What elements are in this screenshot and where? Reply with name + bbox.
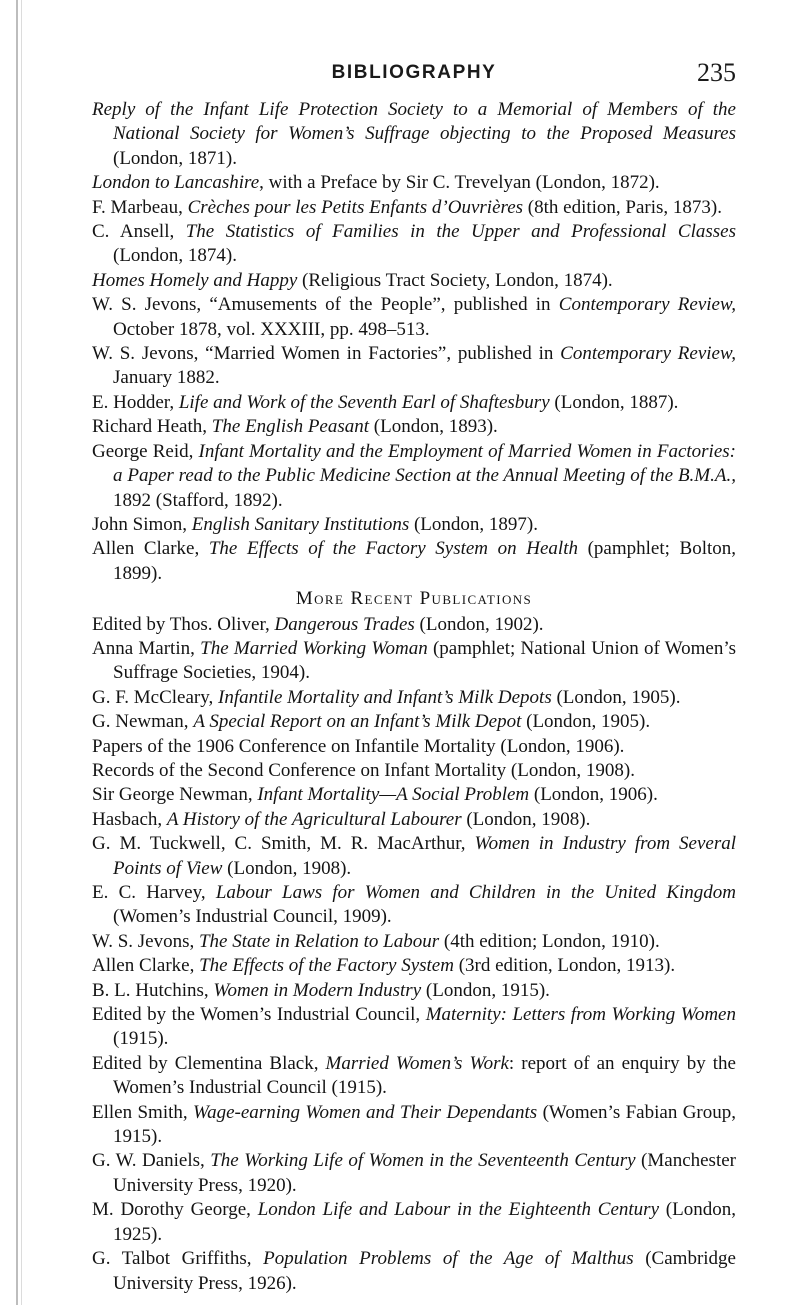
bibliography-entry xyxy=(92,196,736,220)
entry-title: English Sanitary Institutions xyxy=(191,513,410,535)
entry-details: (8th edition, Paris, 1873). xyxy=(523,196,722,218)
page-header xyxy=(92,58,736,96)
entry-title: The Working Life of Women in the Seventeenth Century xyxy=(210,1150,636,1172)
entry-author: Hasbach, xyxy=(92,808,167,830)
entry-details: October 1878, vol. XXXIII, pp. 498–513. xyxy=(113,318,430,340)
entry-title: Population Problems of the Age of Malthus xyxy=(263,1248,634,1270)
entry-title: The State in Relation to Labour xyxy=(198,930,440,952)
entry-title: Contemporary Review, xyxy=(558,294,736,316)
bibliography-body xyxy=(92,98,736,1296)
entry-author: B. L. Hutchins, xyxy=(92,979,214,1001)
bibliography-entry xyxy=(92,342,736,391)
entry-details: (London, 1905). xyxy=(521,711,651,733)
entry-details: (London, 1871). xyxy=(113,147,238,169)
entry-details: January 1882. xyxy=(113,367,220,389)
bibliography-entry xyxy=(92,269,736,293)
entry-author: E. Hodder, xyxy=(92,391,179,413)
entry-details: (London, 1905). xyxy=(551,686,681,708)
entry-author: Records of the Second Conference on Infant Mortality (London, 1908). xyxy=(92,759,635,781)
entry-details: (London, 1906). xyxy=(529,784,658,806)
entry-details: 1892 (Stafford, 1892). xyxy=(113,489,283,511)
entry-details: (Cambridge University Press, 1926). xyxy=(113,1248,736,1294)
entry-details: (pamphlet; Bolton, 1899). xyxy=(113,538,737,584)
page-left-margin xyxy=(0,0,26,1305)
bibliography-entry xyxy=(92,171,736,195)
entry-title: Contemporary Review, xyxy=(560,343,737,365)
entry-title: Infant Mortality—A Social Problem xyxy=(257,784,530,806)
entry-title: Maternity: Letters from Working Women xyxy=(425,1004,736,1026)
entry-details: (London, 1902). xyxy=(414,613,544,635)
entry-title: Married Women’s Work xyxy=(325,1052,509,1074)
bibliography-entry xyxy=(92,832,736,881)
entry-details: (London, 1925). xyxy=(113,1199,736,1245)
entry-title: Women in Industry from Several Points of View xyxy=(113,833,736,879)
entry-author: M. Dorothy George, xyxy=(92,1199,258,1221)
bibliography-entry xyxy=(92,1052,736,1101)
page-number: 235 xyxy=(697,58,736,87)
bibliography-entry xyxy=(92,930,736,954)
entry-author: Allen Clarke, xyxy=(92,955,200,977)
entry-author: Ellen Smith, xyxy=(92,1101,194,1123)
entry-title: The Effects of the Factory System xyxy=(199,955,454,977)
entry-author: F. Marbeau, xyxy=(92,196,188,218)
entry-details: , with a Preface by Sir C. Trevelyan (London, 1872). xyxy=(259,172,660,194)
entry-author: Edited by Clementina Black, xyxy=(92,1052,326,1074)
entry-author: G. Talbot Griffiths, xyxy=(92,1248,264,1270)
entry-author: John Simon, xyxy=(92,513,192,535)
bibliography-entry xyxy=(92,637,736,686)
entry-details: (pamphlet; National Union of Women’s Suffrage Societies, 1904). xyxy=(113,637,736,684)
entry-author: G. Newman, xyxy=(92,711,194,733)
entry-title: London Life and Labour in the Eighteenth Century xyxy=(257,1199,659,1221)
entry-author: Edited by Thos. Oliver, xyxy=(92,613,275,635)
entry-author: Richard Heath, xyxy=(92,416,212,438)
bibliography-entry xyxy=(92,881,736,930)
entry-title: The Statistics of Families in the Upper and Professional Classes xyxy=(185,221,736,243)
entry-details: (London, 1908). xyxy=(461,808,591,830)
bibliography-entry xyxy=(92,415,736,439)
bibliography-entry xyxy=(92,293,736,342)
entry-author: Papers of the 1906 Conference on Infantile Mortality (London, 1906). xyxy=(92,735,625,757)
entry-details: (London, 1874). xyxy=(113,245,238,267)
entry-details: (Religious Tract Society, London, 1874). xyxy=(297,269,613,291)
bibliography-entry xyxy=(92,686,736,710)
entry-details: (Women’s Fabian Group, 1915). xyxy=(113,1101,736,1148)
bibliography-entry xyxy=(92,98,736,171)
entry-details: (3rd edition, London, 1913). xyxy=(453,955,676,977)
bibliography-entry xyxy=(92,979,736,1003)
bibliography-entry xyxy=(92,783,736,807)
entry-author: E. C. Harvey, xyxy=(92,882,216,903)
bibliography-entry xyxy=(92,613,736,637)
entry-title: Infant Mortality and the Employment of Married Women in Factories: a Paper read to the Public Medicine Section at the Annual Meeting of the B.M.A., xyxy=(113,440,736,487)
bibliography-entry xyxy=(92,391,736,415)
entry-details: (4th edition; London, 1910). xyxy=(439,930,660,952)
bibliography-entry xyxy=(92,537,736,586)
entry-details: (London, 1897). xyxy=(409,513,538,535)
binding-edge xyxy=(16,0,18,1305)
entry-title: Wage-earning Women and Their Dependants xyxy=(193,1101,538,1123)
entry-author: Anna Martin, xyxy=(92,637,201,659)
bibliography-entry xyxy=(92,1198,736,1247)
bibliography-entry xyxy=(92,1149,736,1198)
entry-title: A History of the Agricultural Labourer xyxy=(166,808,462,830)
entry-author: W. S. Jevons, “Married Women in Factories”, published in xyxy=(92,343,561,365)
entry-author: G. M. Tuckwell, C. Smith, M. R. MacArthur, xyxy=(92,833,475,855)
entry-title: The Effects of the Factory System on Health xyxy=(208,538,578,560)
entry-details: (1915). xyxy=(113,1028,169,1050)
entry-title: A Special Report on an Infant’s Milk Depot xyxy=(193,711,522,733)
entry-details: (Women’s Industrial Council, 1909). xyxy=(113,906,392,928)
bibliography-entry xyxy=(92,1247,736,1296)
binding-edge-shadow xyxy=(21,0,22,1305)
entry-details: (London, 1915). xyxy=(421,979,550,1001)
bibliography-entry xyxy=(92,220,736,269)
running-title: BIBLIOGRAPHY xyxy=(331,62,497,83)
entry-title: The Married Working Woman xyxy=(200,637,428,659)
bibliography-list-older xyxy=(92,98,736,586)
bibliography-entry xyxy=(92,440,736,513)
bibliography-entry xyxy=(92,710,736,734)
entry-author: C. Ansell, xyxy=(92,221,186,243)
entry-title: Women in Modern Industry xyxy=(213,979,422,1001)
entry-author: Sir George Newman, xyxy=(92,784,258,806)
entry-author: Edited by the Women’s Industrial Council, xyxy=(92,1004,426,1026)
entry-title: The English Peasant xyxy=(211,416,370,438)
entry-author: Allen Clarke, xyxy=(92,538,209,560)
bibliography-entry xyxy=(92,513,736,537)
bibliography-entry xyxy=(92,759,736,783)
entry-author: W. S. Jevons, xyxy=(92,930,199,952)
bibliography-entry xyxy=(92,735,736,759)
entry-author: W. S. Jevons, “Amusements of the People”, published in xyxy=(92,294,559,316)
entry-details: : report of an enquiry by the Women’s Industrial Council (1915). xyxy=(113,1052,736,1099)
section-heading: More Recent Publications xyxy=(295,588,533,610)
entry-details: (London, 1893). xyxy=(369,416,498,438)
entry-title: London to Lancashire xyxy=(92,172,260,194)
entry-title: Homes Homely and Happy xyxy=(92,269,298,291)
entry-title: Infantile Mortality and Infant’s Milk Depots xyxy=(218,686,552,708)
entry-title: Labour Laws for Women and Children in the United Kingdom xyxy=(215,882,737,903)
bibliography-entry xyxy=(92,1101,736,1150)
bibliography-entry xyxy=(92,954,736,978)
entry-author: George Reid, xyxy=(92,440,199,462)
bibliography-entry xyxy=(92,808,736,832)
entry-title: Life and Work of the Seventh Earl of Shaftesbury xyxy=(178,391,550,413)
entry-title: Crèches pour les Petits Enfants d’Ouvrières xyxy=(187,196,524,218)
entry-details: (London, 1908). xyxy=(222,857,352,879)
entry-title: Dangerous Trades xyxy=(274,613,415,635)
entry-author: G. F. McCleary, xyxy=(92,686,219,708)
bibliography-list-recent xyxy=(92,613,736,1296)
entry-author: G. W. Daniels, xyxy=(92,1150,211,1172)
bibliography-entry xyxy=(92,1003,736,1052)
entry-title: Reply of the Infant Life Protection Society to a Memorial of Members of the National Society for Women’s Suffrage objecting to the Proposed Measures xyxy=(92,99,736,145)
entry-details: (Manchester University Press, 1920). xyxy=(113,1150,736,1196)
entry-details: (London, 1887). xyxy=(549,391,679,413)
